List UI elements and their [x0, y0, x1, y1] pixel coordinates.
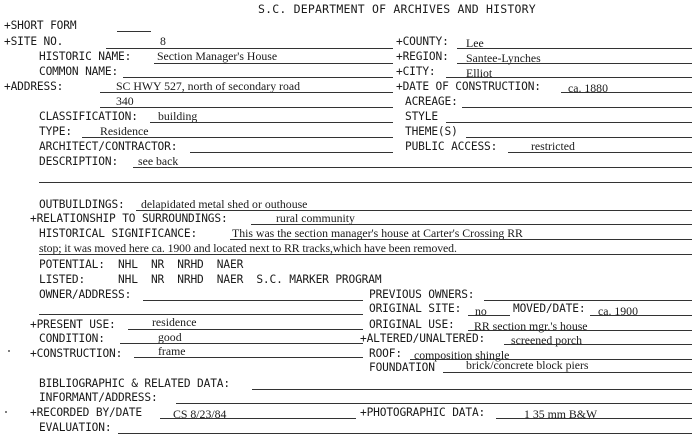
- altered-value: screened porch: [511, 333, 583, 347]
- site-no-value: 8: [160, 34, 166, 48]
- photographic-line: [496, 418, 692, 419]
- classification-line: [150, 122, 393, 123]
- county-label: +COUNTY:: [396, 35, 449, 48]
- description-value: see back: [138, 154, 179, 168]
- scan-speck: [8, 350, 10, 352]
- city-label: +CITY:: [396, 65, 436, 78]
- date-construction-label: +DATE OF CONSTRUCTION:: [396, 80, 541, 93]
- informant-label: INFORMANT/ADDRESS:: [39, 391, 158, 404]
- recorded-by-line: [160, 418, 356, 419]
- altered-line: [504, 344, 692, 345]
- common-name-line: [123, 77, 393, 78]
- architect-line: [190, 152, 393, 153]
- short-form-label: +SHORT FORM: [4, 19, 77, 32]
- original-site-value: no: [475, 304, 487, 318]
- original-use-line: [468, 330, 692, 331]
- informant-line: [176, 403, 692, 404]
- foundation-label: FOUNDATION: [369, 361, 435, 374]
- original-site-line: [468, 315, 510, 316]
- date-construction-value: ca. 1880: [568, 81, 608, 95]
- style-line: [446, 122, 692, 123]
- significance-value-line1: This was the section manager's house at Carter's Crossing RR: [232, 226, 523, 240]
- type-value: Residence: [100, 124, 149, 138]
- foundation-line: [443, 372, 692, 373]
- date-construction-line: [561, 92, 692, 93]
- acreage-line: [462, 107, 692, 108]
- potential-row: POTENTIAL: NHL NR NRHD NAER: [39, 258, 244, 271]
- public-access-label: PUBLIC ACCESS:: [405, 140, 498, 153]
- altered-label: +ALTERED/UNALTERED:: [360, 332, 486, 345]
- acreage-label: ACREAGE:: [405, 95, 458, 108]
- roof-value: composition shingle: [414, 348, 510, 362]
- city-line: [446, 77, 692, 78]
- type-label: TYPE:: [39, 125, 72, 138]
- public-access-value: restricted: [531, 139, 575, 153]
- condition-line: [120, 343, 363, 344]
- address-line1: [100, 92, 393, 93]
- condition-label: CONDITION:: [39, 332, 105, 345]
- foundation-value: brick/concrete block piers: [466, 358, 589, 372]
- theme-label: THEME(S): [405, 125, 458, 138]
- listed-row: LISTED: NHL NR NRHD NAER S.C. MARKER PROGRAM: [39, 273, 382, 286]
- address-label: +ADDRESS:: [4, 80, 64, 93]
- moved-date-line: [590, 315, 692, 316]
- moved-date-label: MOVED/DATE:: [513, 302, 586, 315]
- classification-label: CLASSIFICATION:: [39, 110, 138, 123]
- address-value-line2: 340: [116, 94, 134, 108]
- relationship-label: +RELATIONSHIP TO SURROUNDINGS:: [30, 212, 228, 225]
- style-label: STYLE: [405, 110, 438, 123]
- present-use-value: residence: [152, 315, 197, 329]
- outbuildings-label: OUTBUILDINGS:: [39, 198, 125, 211]
- photographic-label: +PHOTOGRAPHIC DATA:: [360, 406, 486, 419]
- relationship-line: [251, 224, 692, 225]
- address-value-line1: SC HWY 527, north of secondary road: [116, 79, 301, 93]
- bibliographic-line: [252, 389, 692, 390]
- construction-label: +CONSTRUCTION:: [30, 347, 123, 360]
- region-value: Santee-Lynches: [466, 51, 541, 65]
- condition-value: good: [158, 330, 182, 344]
- evaluation-line: [118, 433, 692, 434]
- roof-label: ROOF:: [369, 347, 402, 360]
- scan-speck: [5, 411, 7, 413]
- bibliographic-label: BIBLIOGRAPHIC & RELATED DATA:: [39, 377, 230, 390]
- historic-name-value: Section Manager's House: [157, 49, 278, 63]
- owner-address-line2: [39, 314, 363, 315]
- significance-value-line2: stop; it was moved here ca. 1900 and located next to RR tracks,which have been removed.: [39, 241, 457, 255]
- common-name-label: COMMON NAME:: [39, 65, 119, 78]
- short-form-line: [117, 31, 151, 32]
- theme-line: [466, 137, 692, 138]
- original-site-label: ORIGINAL SITE:: [369, 302, 462, 315]
- public-access-line: [508, 152, 692, 153]
- owner-address-line1: [143, 300, 363, 301]
- city-value: Elliot: [466, 66, 493, 80]
- previous-owners-line: [484, 300, 692, 301]
- previous-owners-label: PREVIOUS OWNERS:: [369, 288, 475, 301]
- type-line: [82, 137, 393, 138]
- region-line: [457, 63, 692, 64]
- construction-line: [134, 357, 363, 358]
- significance-line2: [39, 254, 692, 255]
- original-use-label: ORIGINAL USE:: [369, 318, 455, 331]
- outbuildings-line: [136, 210, 692, 211]
- original-use-value: RR section mgr.'s house: [474, 319, 588, 333]
- construction-value: frame: [158, 344, 186, 358]
- moved-date-value: ca. 1900: [598, 304, 638, 318]
- site-no-label: +SITE NO.: [4, 35, 64, 48]
- architect-label: ARCHITECT/CONTRACTOR:: [39, 140, 178, 153]
- description-line2: [39, 182, 692, 183]
- historic-name-line: [154, 63, 393, 64]
- recorded-by-value: CS 8/23/84: [173, 407, 227, 421]
- recorded-by-label: +RECORDED BY/DATE: [30, 406, 142, 419]
- evaluation-label: EVALUATION:: [39, 421, 112, 434]
- address-line2: [100, 107, 393, 108]
- outbuildings-value: delapidated metal shed or outhouse: [141, 197, 308, 211]
- region-label: +REGION:: [396, 50, 449, 63]
- description-label: DESCRIPTION:: [39, 155, 119, 168]
- present-use-label: +PRESENT USE:: [30, 318, 116, 331]
- owner-address-label: OWNER/ADDRESS:: [39, 288, 132, 301]
- photographic-value: 1 35 mm B&W: [524, 407, 598, 421]
- classification-value: building: [158, 109, 198, 123]
- significance-label: HISTORICAL SIGNIFICANCE:: [39, 227, 198, 240]
- form-title: S.C. DEPARTMENT OF ARCHIVES AND HISTORY: [258, 2, 536, 16]
- county-line: [457, 48, 692, 49]
- description-line1: [133, 167, 692, 168]
- significance-line1: [230, 239, 692, 240]
- historic-name-label: HISTORIC NAME:: [39, 50, 132, 63]
- county-value: Lee: [466, 36, 484, 50]
- relationship-value: rural community: [276, 211, 355, 225]
